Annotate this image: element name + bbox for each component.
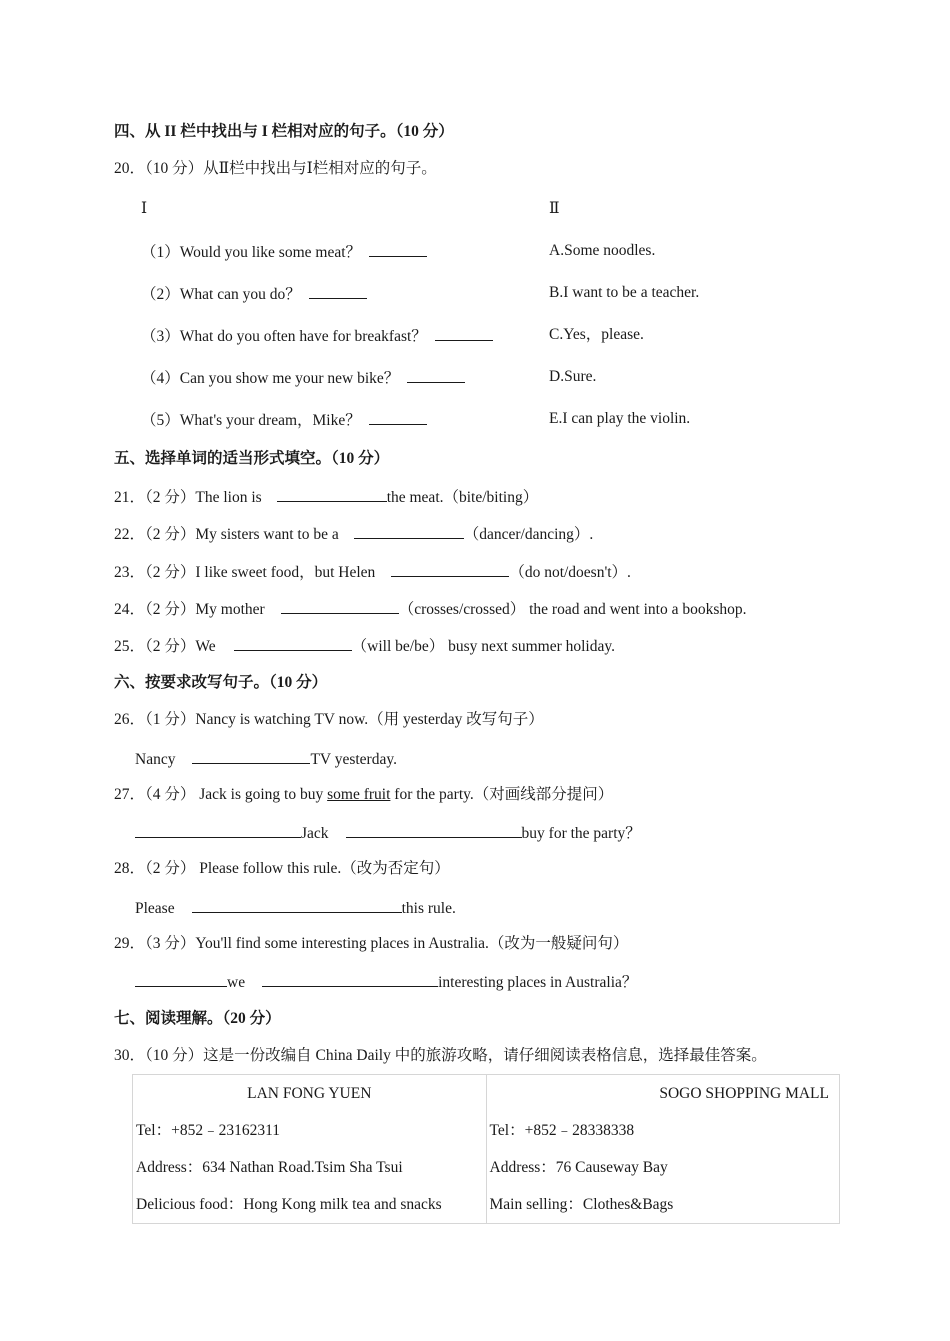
question-text: 21．（2 分）The lion is — [114, 489, 262, 506]
question-26: 26．（1 分）Nancy is watching TV now.（用 yesterday 改写句子） — [114, 711, 544, 728]
answer-blank[interactable] — [435, 325, 493, 341]
answer-prefix: Please — [135, 900, 175, 917]
answer-middle: we — [227, 974, 246, 991]
question-text: 23．（2 分）I like sweet food，but Helen — [114, 564, 376, 581]
question-text-end: for the party.（对画线部分提问） — [394, 786, 614, 803]
answer-blank[interactable] — [192, 748, 310, 764]
answer-prefix: Nancy — [135, 751, 176, 768]
question-30: 30．（10 分）这是一份改编自 China Daily 中的旅游攻略，请仔细阅读表格信息，选择最佳答案。 — [114, 1047, 767, 1064]
question-28: 28．（2 分） Please follow this rule.（改为否定句） — [114, 860, 450, 877]
section-6-heading: 六、按要求改写句子。（10 分） — [114, 674, 328, 691]
answer-blank[interactable] — [277, 486, 387, 502]
question-22 — [114, 523, 593, 545]
underlined-phrase: some fruit — [327, 786, 391, 803]
table-cell: Tel：+852﹣28338338 — [489, 1122, 635, 1139]
table-cell: Address：76 Causeway Bay — [489, 1159, 668, 1176]
match-item-2 — [141, 283, 367, 305]
answer-blank[interactable] — [281, 598, 399, 614]
answer-blank[interactable] — [234, 635, 352, 651]
answer-blank[interactable] — [391, 561, 509, 577]
answer-suffix: interesting places in Australia？ — [438, 974, 638, 991]
question-29-answer-line — [135, 971, 637, 993]
question-25 — [114, 635, 615, 657]
question-text-end: the meat.（bite/biting） — [386, 489, 539, 506]
question-text-end: （crosses/crossed） the road and went into a bookshop. — [398, 601, 747, 618]
table-column-lan-fong-yuen — [133, 1075, 487, 1224]
table-cell: Tel：+852﹣23162311 — [136, 1122, 280, 1139]
match-option-c: C.Yes，please. — [549, 326, 644, 343]
table-cell-title: LAN FONG YUEN — [247, 1085, 372, 1102]
question-21 — [114, 486, 538, 508]
match-item-text: （3）What do you often have for breakfast？ — [141, 328, 427, 345]
column-2-header: Ⅱ — [549, 200, 560, 217]
answer-blank[interactable] — [309, 283, 367, 299]
answer-blank[interactable] — [135, 971, 227, 987]
answer-blank[interactable] — [369, 409, 427, 425]
question-text-end: （dancer/dancing）. — [463, 526, 594, 543]
section-4-heading: 四、从 II 栏中找出与 I 栏相对应的句子。（10 分） — [114, 123, 454, 140]
table-cell: Delicious food：Hong Kong milk tea and snacks — [136, 1196, 442, 1213]
question-27 — [114, 785, 613, 805]
question-text: 22．（2 分）My sisters want to be a — [114, 526, 339, 543]
answer-blank[interactable] — [407, 367, 465, 383]
match-item-1 — [141, 241, 427, 263]
match-option-e: E.I can play the violin. — [549, 410, 691, 427]
match-item-5 — [141, 409, 427, 431]
match-item-text: （5）What's your dream，Mike？ — [141, 412, 361, 429]
match-option-a: A.Some noodles. — [549, 242, 656, 259]
question-20: 20．（10 分）从Ⅱ栏中找出与Ⅰ栏相对应的句子。 — [114, 160, 437, 177]
answer-suffix: this rule. — [401, 900, 456, 917]
question-28-answer-line — [135, 897, 456, 919]
match-option-b: B.I want to be a teacher. — [549, 284, 700, 301]
answer-blank[interactable] — [192, 897, 402, 913]
answer-suffix: TV yesterday. — [310, 751, 397, 768]
match-item-3 — [141, 325, 493, 347]
question-27-answer-line — [135, 822, 641, 844]
match-item-text: （1）Would you like some meat？ — [141, 244, 362, 261]
question-text: 25．（2 分）We — [114, 638, 216, 655]
question-24 — [114, 598, 747, 620]
answer-blank[interactable] — [135, 822, 301, 838]
question-23 — [114, 561, 631, 583]
answer-blank[interactable] — [262, 971, 438, 987]
section-7-heading: 七、阅读理解。（20 分） — [114, 1010, 281, 1027]
table-cell: Main selling：Clothes&Bags — [489, 1196, 674, 1213]
answer-blank[interactable] — [369, 241, 427, 257]
section-5-heading: 五、选择单词的适当形式填空。（10 分） — [114, 450, 390, 467]
match-item-text: （2）What can you do？ — [141, 286, 301, 303]
answer-blank[interactable] — [346, 822, 522, 838]
table-cell-title: SOGO SHOPPING MALL — [659, 1085, 829, 1102]
match-item-4 — [141, 367, 465, 389]
answer-blank[interactable] — [354, 523, 464, 539]
question-text-end: （do not/doesn't）. — [509, 564, 631, 581]
match-item-text: （4）Can you show me your new bike？ — [141, 370, 400, 387]
question-text-end: （will be/be） busy next summer holiday. — [351, 638, 615, 655]
question-text: 24．（2 分）My mother — [114, 601, 265, 618]
column-1-header: Ⅰ — [141, 200, 148, 217]
match-option-d: D.Sure. — [549, 368, 597, 385]
question-29: 29．（3 分）You'll find some interesting places in Australia.（改为一般疑问句） — [114, 935, 629, 952]
table-column-sogo — [486, 1075, 840, 1224]
travel-info-table — [132, 1074, 840, 1224]
question-26-answer-line — [135, 748, 397, 770]
table-cell: Address：634 Nathan Road.Tsim Sha Tsui — [136, 1159, 403, 1176]
question-text: 27．（4 分） Jack is going to buy — [114, 786, 324, 803]
answer-middle: Jack — [301, 825, 329, 842]
answer-suffix: buy for the party？ — [521, 825, 641, 842]
